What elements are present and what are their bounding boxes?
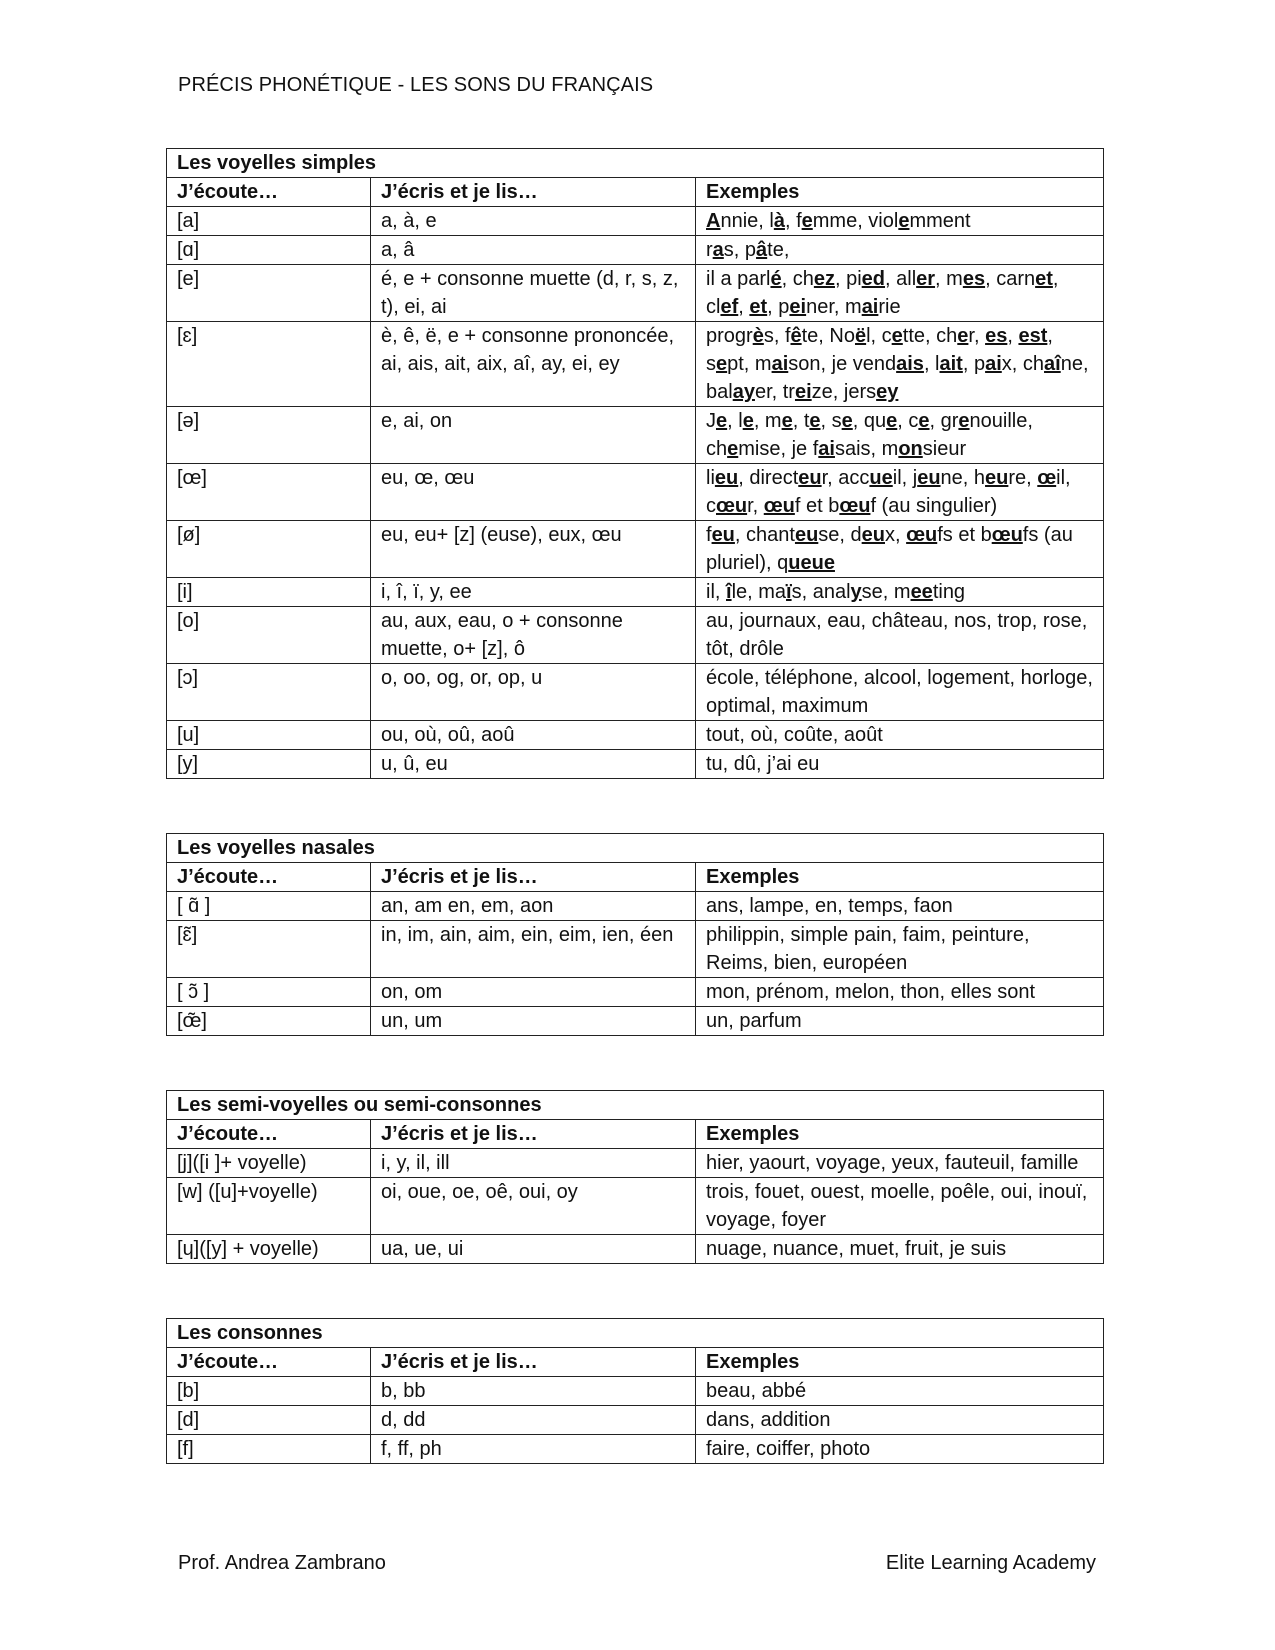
spelling-cell: è, ê, ë, e + consonne prononcée, ai, ais, ait, aix, aî, ay, ei, ey [371, 322, 696, 407]
example-highlight: î [726, 581, 732, 603]
examples-cell [696, 978, 1104, 1007]
sound-table [166, 1318, 1104, 1464]
example-highlight: est [1018, 325, 1048, 347]
sound-cell: [i] [167, 578, 371, 607]
example-highlight: e [958, 410, 970, 432]
example-text: le, ma [731, 581, 787, 603]
table-row [167, 1149, 1104, 1178]
examples-cell [696, 322, 1104, 407]
spelling-cell: an, am en, em, aon [371, 892, 696, 921]
examples-cell [696, 1235, 1104, 1264]
example-highlight: es [962, 268, 986, 290]
example-text: , m [935, 268, 963, 290]
spelling-cell: b, bb [371, 1377, 696, 1406]
example-text: sieur [922, 438, 967, 460]
header-listen: J’écoute… [167, 178, 371, 207]
header-examples: Exemples [696, 178, 1104, 207]
example-text: il a parl [706, 268, 771, 290]
example-text: mon, prénom, melon, thon, elles sont [706, 981, 1036, 1003]
example-text: ne, bal [706, 353, 1089, 403]
example-highlight: ee [910, 581, 933, 603]
sound-cell: [ø] [167, 521, 371, 578]
table-row [167, 236, 1104, 265]
header-listen: J’écoute… [167, 1348, 371, 1377]
sound-cell: [ɔ] [167, 664, 371, 721]
table-row [167, 921, 1104, 978]
table-row [167, 1377, 1104, 1406]
page-title: PRÉCIS PHONÉTIQUE - LES SONS DU FRANÇAIS [178, 74, 654, 96]
table-row [167, 1178, 1104, 1235]
sound-cell: [j]([i ]+ voyelle) [167, 1149, 371, 1178]
example-text: f (au singulier) [870, 495, 998, 517]
sound-cell: [u] [167, 721, 371, 750]
examples-cell [696, 207, 1104, 236]
example-text: , f [784, 210, 802, 232]
header-write-read: J’écris et je lis… [371, 178, 696, 207]
example-highlight: e [742, 410, 754, 432]
example-text: , [1007, 325, 1019, 347]
examples-cell [696, 464, 1104, 521]
spelling-cell: ua, ue, ui [371, 1235, 696, 1264]
example-highlight: ai [985, 353, 1002, 375]
example-text: faire, coiffer, photo [706, 1438, 871, 1460]
spelling-cell: un, um [371, 1007, 696, 1036]
example-text: , carn [985, 268, 1036, 290]
example-highlight: ez [813, 268, 835, 290]
table-row [167, 578, 1104, 607]
example-text: , p [962, 353, 986, 375]
spelling-cell: eu, œ, œu [371, 464, 696, 521]
example-highlight: eu [917, 467, 941, 489]
examples-cell [696, 265, 1104, 322]
table-section-title: Les semi-voyelles ou semi-consonnes [167, 1091, 1104, 1120]
example-highlight: ï [786, 581, 792, 603]
example-highlight: ue [869, 467, 893, 489]
example-text: tu, dû, j’ai eu [706, 753, 820, 775]
header-write-read: J’écris et je lis… [371, 1348, 696, 1377]
example-text: ne, h [940, 467, 986, 489]
example-text: il, c [706, 467, 1071, 517]
example-highlight: è [752, 325, 764, 347]
example-highlight: e [898, 210, 910, 232]
spelling-cell: e, ai, on [371, 407, 696, 464]
example-text: son, je vend [788, 353, 897, 375]
example-highlight: et [749, 296, 768, 318]
table-gap [166, 1264, 1103, 1318]
spelling-cell: a, à, e [371, 207, 696, 236]
sound-table [166, 148, 1104, 779]
table-gap [166, 1036, 1103, 1090]
table-row [167, 464, 1104, 521]
example-text: re, [1008, 467, 1038, 489]
sound-cell: [e] [167, 265, 371, 322]
example-text: nuage, nuance, muet, fruit, je suis [706, 1238, 1007, 1260]
footer-school: Elite Learning Academy [885, 1552, 1096, 1574]
header-write-read: J’écris et je lis… [371, 1120, 696, 1149]
header-examples: Exemples [696, 1120, 1104, 1149]
example-text: , t [792, 410, 810, 432]
example-highlight: ais [896, 353, 924, 375]
example-highlight: ef [720, 296, 739, 318]
example-highlight: œu [906, 524, 938, 546]
table-row [167, 1235, 1104, 1264]
header-listen: J’écoute… [167, 863, 371, 892]
table-header-row [167, 178, 1104, 207]
table-section-title: Les voyelles simples [167, 149, 1104, 178]
example-text: s, anal [791, 581, 851, 603]
table-row [167, 1406, 1104, 1435]
examples-cell [696, 1435, 1104, 1464]
table-section-title: Les consonnes [167, 1319, 1104, 1348]
sound-cell: [o] [167, 607, 371, 664]
example-text: mise, je f [738, 438, 819, 460]
example-text: , gr [929, 410, 959, 432]
sound-table [166, 833, 1104, 1036]
examples-cell [696, 721, 1104, 750]
example-highlight: ei [789, 296, 807, 318]
spelling-cell: oi, oue, oe, oê, oui, oy [371, 1178, 696, 1235]
table-row [167, 521, 1104, 578]
example-highlight: e [716, 353, 728, 375]
spelling-cell: i, y, il, ill [371, 1149, 696, 1178]
example-highlight: e [918, 410, 930, 432]
table-row [167, 207, 1104, 236]
example-highlight: eu [714, 467, 739, 489]
table-row [167, 978, 1104, 1007]
sound-cell: [ɑ] [167, 236, 371, 265]
example-text: s, f [763, 325, 791, 347]
example-text: pt, m [727, 353, 772, 375]
example-text: fs et b [937, 524, 992, 546]
examples-cell [696, 664, 1104, 721]
spelling-cell: au, aux, eau, o + consonne muette, o+ [z], ô [371, 607, 696, 664]
example-highlight: e [891, 325, 903, 347]
example-highlight: es [985, 325, 1008, 347]
sound-tables [166, 148, 1103, 1464]
table-row [167, 265, 1104, 322]
example-highlight: ueue [788, 552, 835, 574]
examples-cell [696, 607, 1104, 664]
example-text: s, p [723, 239, 757, 261]
examples-cell [696, 578, 1104, 607]
examples-cell [696, 236, 1104, 265]
examples-cell [696, 1406, 1104, 1435]
example-highlight: ai [771, 353, 789, 375]
example-text: , [738, 296, 750, 318]
example-text: , s [820, 410, 842, 432]
example-highlight: e [727, 438, 739, 460]
example-text: x, ch [1001, 353, 1045, 375]
example-highlight: on [898, 438, 923, 460]
example-highlight: à [773, 210, 785, 232]
examples-cell [696, 1178, 1104, 1235]
example-text: li [706, 467, 715, 489]
examples-cell [696, 521, 1104, 578]
spelling-cell: a, â [371, 236, 696, 265]
spelling-cell: u, û, eu [371, 750, 696, 779]
example-text: au, journaux, eau, château, nos, trop, rose, tôt, drôle [706, 610, 1088, 660]
sound-cell: [ ɑ̃ ] [167, 892, 371, 921]
example-text: , s [706, 325, 1053, 375]
example-text: r, [968, 325, 986, 347]
example-text: fs (au pluriel), q [706, 524, 1073, 574]
example-text: école, téléphone, alcool, logement, horloge, optimal, maximum [706, 667, 1093, 717]
example-text: , direct [738, 467, 799, 489]
example-text: f et b [794, 495, 840, 517]
example-highlight: œ [1037, 467, 1057, 489]
example-text: , l [727, 410, 743, 432]
table-row [167, 407, 1104, 464]
example-highlight: a [712, 239, 724, 261]
sound-cell: [y] [167, 750, 371, 779]
example-highlight: ay [732, 381, 755, 403]
example-highlight: ai [861, 296, 879, 318]
example-highlight: A [706, 210, 721, 232]
table-row [167, 892, 1104, 921]
example-highlight: et [1035, 268, 1053, 290]
example-highlight: aî [1044, 353, 1061, 375]
sound-cell: [a] [167, 207, 371, 236]
example-text: te, [767, 239, 790, 261]
table-section-row [167, 1319, 1104, 1348]
spelling-cell: i, î, ï, y, ee [371, 578, 696, 607]
table-row [167, 721, 1104, 750]
table-row [167, 322, 1104, 407]
example-highlight: eu [861, 524, 885, 546]
example-text: nouille, ch [706, 410, 1033, 460]
example-text: ner, m [806, 296, 862, 318]
example-highlight: eu [798, 467, 822, 489]
example-text: se, d [818, 524, 862, 546]
example-highlight: e [801, 210, 813, 232]
sound-cell: [ɛ] [167, 322, 371, 407]
example-text: sais, m [834, 438, 899, 460]
table-section-row [167, 149, 1104, 178]
example-text: , c [897, 410, 919, 432]
example-text: l, c [866, 325, 892, 347]
example-highlight: eu [711, 524, 735, 546]
example-highlight: e [781, 410, 793, 432]
example-highlight: ê [790, 325, 802, 347]
header-write-read: J’écris et je lis… [371, 863, 696, 892]
sound-cell: [ ɔ̃ ] [167, 978, 371, 1007]
example-highlight: e [716, 410, 728, 432]
table-gap [166, 779, 1103, 833]
example-highlight: œu [991, 524, 1023, 546]
example-highlight: é [770, 268, 782, 290]
example-text: se, m [861, 581, 911, 603]
example-text: un, parfum [706, 1010, 802, 1032]
sound-cell: [w] ([u]+voyelle) [167, 1178, 371, 1235]
example-highlight: er [916, 268, 936, 290]
table-header-row [167, 1120, 1104, 1149]
table-row [167, 1007, 1104, 1036]
example-text: te, No [801, 325, 855, 347]
example-text: , qu [852, 410, 887, 432]
spelling-cell: eu, eu+ [z] (euse), eux, œu [371, 521, 696, 578]
example-highlight: ait [939, 353, 963, 375]
example-text: progr [706, 325, 753, 347]
example-text: ans, lampe, en, temps, faon [706, 895, 953, 917]
spelling-cell: on, om [371, 978, 696, 1007]
example-text: tte, ch [902, 325, 958, 347]
examples-cell [696, 1377, 1104, 1406]
sound-cell: [f] [167, 1435, 371, 1464]
table-header-row [167, 863, 1104, 892]
example-text: nnie, l [720, 210, 774, 232]
sound-cell: [ɛ̃] [167, 921, 371, 978]
example-text: philippin, simple pain, faim, peinture, Reims, bien, européen [706, 924, 1030, 974]
sound-cell: [œ̃] [167, 1007, 371, 1036]
example-text: er, tr [754, 381, 795, 403]
example-highlight: e [886, 410, 898, 432]
example-text: trois, fouet, ouest, moelle, poêle, oui, inouï, voyage, foyer [706, 1181, 1088, 1231]
example-text: , cl [706, 268, 1059, 318]
spelling-cell: d, dd [371, 1406, 696, 1435]
example-text: r, [747, 495, 764, 517]
example-text: , pi [834, 268, 862, 290]
example-text: mme, viol [812, 210, 899, 232]
spelling-cell: in, im, ain, aim, ein, eim, ien, éen [371, 921, 696, 978]
table-section-title: Les voyelles nasales [167, 834, 1104, 863]
example-text: , p [767, 296, 790, 318]
header-examples: Exemples [696, 863, 1104, 892]
header-listen: J’écoute… [167, 1120, 371, 1149]
spelling-cell: ou, où, oû, aoû [371, 721, 696, 750]
example-text: , all [885, 268, 917, 290]
example-highlight: eu [985, 467, 1009, 489]
example-highlight: ai [818, 438, 835, 460]
examples-cell [696, 1007, 1104, 1036]
example-highlight: œu [716, 495, 748, 517]
table-row [167, 664, 1104, 721]
table-section-row [167, 1091, 1104, 1120]
spelling-cell: f, ff, ph [371, 1435, 696, 1464]
example-text: , chant [734, 524, 795, 546]
examples-cell [696, 1149, 1104, 1178]
example-highlight: e [809, 410, 821, 432]
example-highlight: ey [876, 381, 899, 403]
example-text: x, [885, 524, 907, 546]
sound-cell: [b] [167, 1377, 371, 1406]
table-row [167, 607, 1104, 664]
example-text: il, j [892, 467, 918, 489]
table-header-row [167, 1348, 1104, 1377]
examples-cell [696, 750, 1104, 779]
sound-cell: [ɥ]([y] + voyelle) [167, 1235, 371, 1264]
example-highlight: e [841, 410, 853, 432]
example-highlight: â [756, 239, 768, 261]
example-text: ze, jers [811, 381, 877, 403]
example-text: r [706, 239, 713, 261]
example-text: ting [932, 581, 966, 603]
example-text: J [706, 410, 716, 432]
example-text: dans, addition [706, 1409, 831, 1431]
example-highlight: ë [854, 325, 867, 347]
example-text: , m [753, 410, 782, 432]
sound-cell: [ə] [167, 407, 371, 464]
table-row [167, 1435, 1104, 1464]
sound-table [166, 1090, 1104, 1264]
example-text: beau, abbé [706, 1380, 807, 1402]
example-text: mment [909, 210, 971, 232]
example-text: r, acc [821, 467, 870, 489]
spelling-cell: é, e + consonne muette (d, r, s, z, t), ei, ai [371, 265, 696, 322]
example-highlight: œu [763, 495, 795, 517]
example-text: rie [878, 296, 901, 318]
example-highlight: ed [861, 268, 886, 290]
example-highlight: ei [794, 381, 812, 403]
example-text: il, [706, 581, 726, 603]
examples-cell [696, 892, 1104, 921]
table-row [167, 750, 1104, 779]
example-highlight: e [957, 325, 969, 347]
table-section-row [167, 834, 1104, 863]
examples-cell [696, 407, 1104, 464]
example-highlight: y [850, 581, 862, 603]
examples-cell [696, 921, 1104, 978]
spelling-cell: o, oo, og, or, op, u [371, 664, 696, 721]
example-highlight: eu [794, 524, 819, 546]
example-text: , l [923, 353, 940, 375]
header-examples: Exemples [696, 1348, 1104, 1377]
example-text: hier, yaourt, voyage, yeux, fauteuil, famille [706, 1152, 1079, 1174]
footer-author: Prof. Andrea Zambrano [178, 1552, 386, 1574]
example-text: tout, où, coûte, août [706, 724, 883, 746]
sound-cell: [d] [167, 1406, 371, 1435]
example-text: , ch [781, 268, 814, 290]
example-highlight: œu [839, 495, 871, 517]
example-text: f [706, 524, 712, 546]
sound-cell: [œ] [167, 464, 371, 521]
